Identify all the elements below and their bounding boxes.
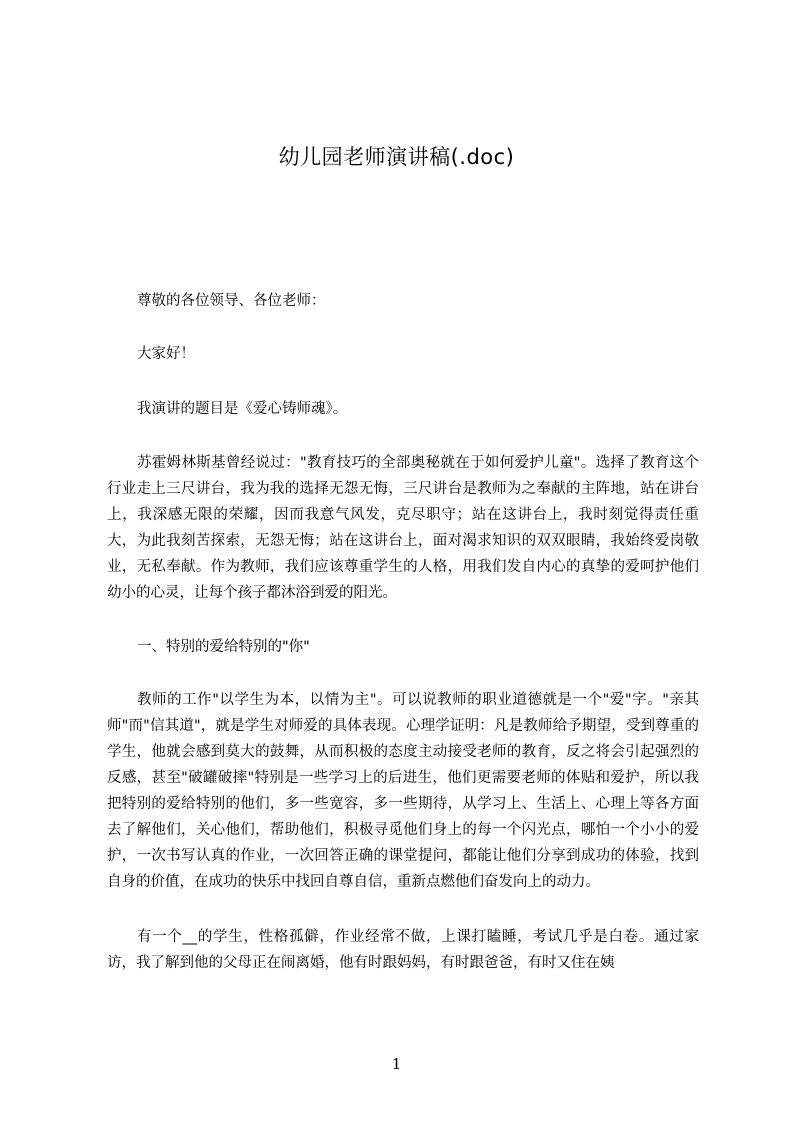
section-heading-1: 一、特别的爱给特别的"你" (137, 639, 310, 655)
document-title: 幼儿园老师演讲稿(.doc) (278, 145, 515, 169)
page-number: 1 (391, 1055, 402, 1073)
paragraph-hello: 大家好！ (137, 346, 195, 362)
paragraph-topic: 我演讲的题目是《爱心铸师魂》。 (137, 401, 348, 417)
paragraph-greeting: 尊敬的各位领导、各位老师： (137, 293, 326, 309)
paragraph-section-1-body: 教师的工作"以学生为本，以情为主"。可以说教师的职业道德就是一个"爱"字。"亲其师"而"信其道"，就是学生对师爱的具体表现。心理学证明：凡是教师给予期望，受到尊重的学生，他就会感到莫大的鼓舞，从而积极的态度主动接受老师的教育，反之将会引起强烈的反感，甚至"破罐破摔"特别是一些学习上的后进生，他们更需要老师的体贴和爱护，所以我把特别的爱给特别的他们，多一些宽容，多一些期待，从学习上、生活上、心理上等各方面去了解他们，关心他们，帮助他们，积极寻觅他们身上的每一个闪光点，哪怕一个小小的爱护，一次书写认真的作业，一次回答正确的课堂提问，都能让他们分享到成功的体验，找到自身的价值，在成功的快乐中找回自尊自信，重新点燃他们奋发向上的动力。 (107, 692, 699, 890)
paragraph-intro: 苏霍姆林斯基曾经说过："教育技巧的全部奥秘就在于如何爱护儿童"。选择了教育这个行业走上三尺讲台，我为我的选择无怨无悔，三尺讲台是教师为之奉献的主阵地，站在讲台上，我深感无限的荣耀，因而我意气风发，克尽职守；站在这讲台上，我时刻觉得责任重大，为此我刻苦探索，无怨无悔；站在这讲台上，面对渴求知识的双双眼睛，我始终爱岗敬业，无私奉献。作为教师，我们应该尊重学生的人格，用我们发自内心的真挚的爱呵护他们幼小的心灵，让每个孩子都沐浴到爱的阳光。 (107, 455, 699, 601)
paragraph-student-story: 有一个__的学生，性格孤僻，作业经常不做，上课打瞌睡，考试几乎是白卷。通过家访，我了解到他的父母正在闹离婚，他有时跟妈妈，有时跟爸爸，有时又住在姨 (107, 929, 699, 971)
